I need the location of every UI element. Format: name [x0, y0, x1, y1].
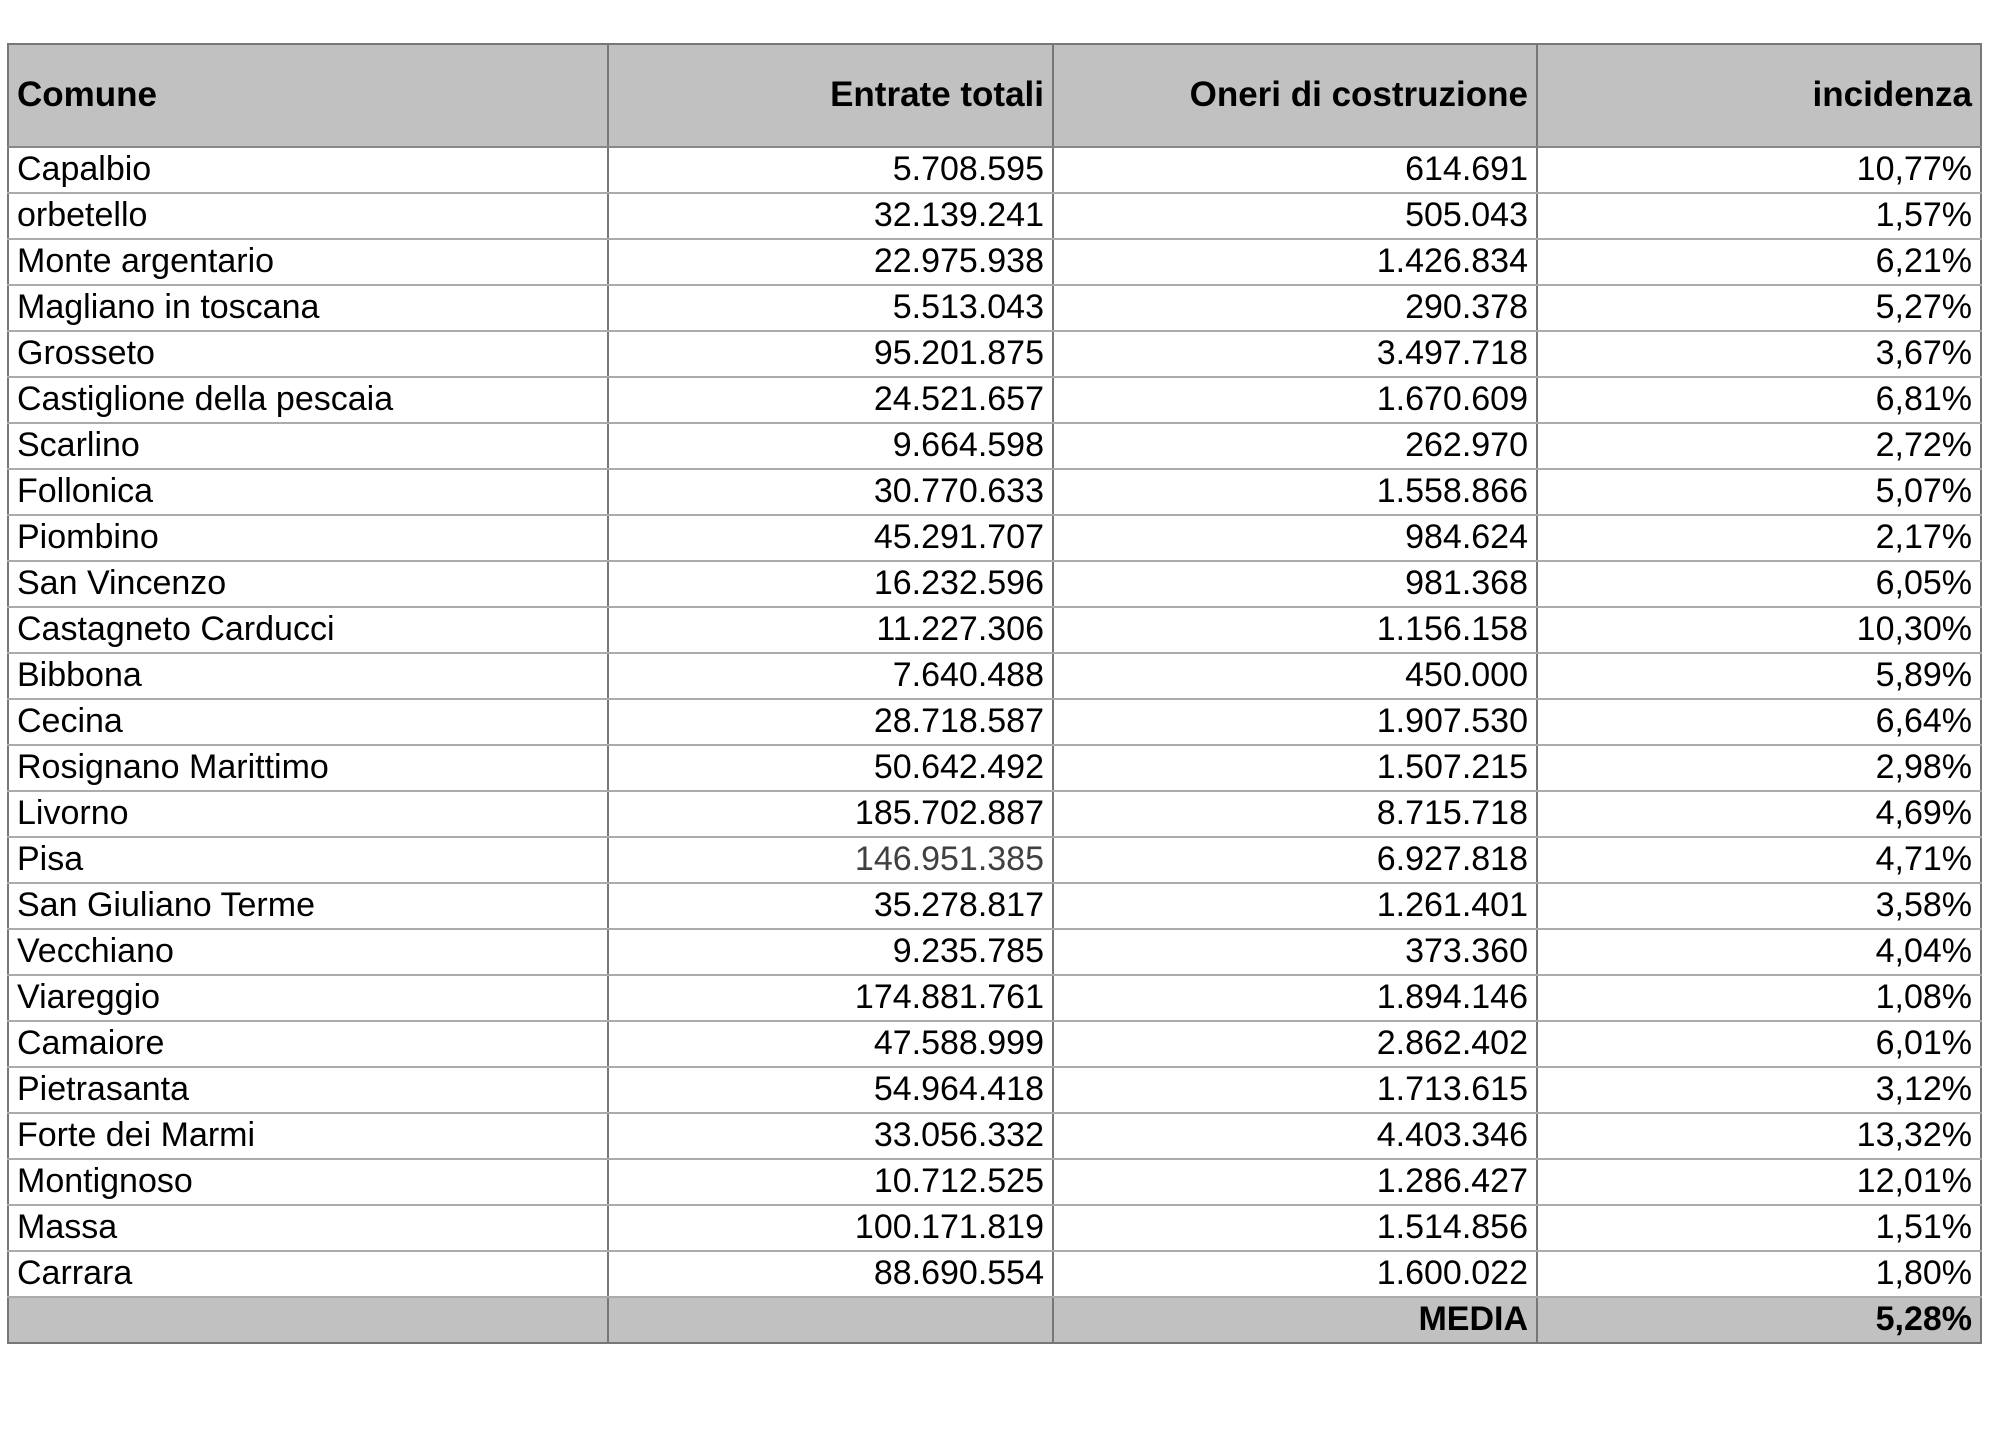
- cell-entrate[interactable]: 45.291.707: [608, 515, 1053, 561]
- cell-incidenza[interactable]: 4,04%: [1537, 929, 1981, 975]
- table-row: [8, 1205, 1981, 1251]
- table-row: [8, 745, 1981, 791]
- cell-comune[interactable]: Scarlino: [8, 423, 608, 469]
- cell-comune[interactable]: Piombino: [8, 515, 608, 561]
- media-value[interactable]: 5,28%: [1537, 1297, 1981, 1343]
- cell-entrate[interactable]: 16.232.596: [608, 561, 1053, 607]
- cell-incidenza[interactable]: 1,08%: [1537, 975, 1981, 1021]
- cell-oneri[interactable]: 2.862.402: [1053, 1021, 1537, 1067]
- cell-comune[interactable]: San Giuliano Terme: [8, 883, 608, 929]
- cell-incidenza[interactable]: 5,27%: [1537, 285, 1981, 331]
- table-row: [8, 929, 1981, 975]
- cell-comune[interactable]: Pietrasanta: [8, 1067, 608, 1113]
- table-row: [8, 239, 1981, 285]
- cell-entrate[interactable]: 146.951.385: [608, 837, 1053, 883]
- cell-comune[interactable]: Monte argentario: [8, 239, 608, 285]
- cell-entrate[interactable]: 50.642.492: [608, 745, 1053, 791]
- comuni-incidenza-table: [7, 43, 1982, 1344]
- cell-comune[interactable]: Magliano in toscana: [8, 285, 608, 331]
- cell-incidenza[interactable]: 3,67%: [1537, 331, 1981, 377]
- table-row: [8, 331, 1981, 377]
- table-row: [8, 377, 1981, 423]
- cell-oneri[interactable]: 1.713.615: [1053, 1067, 1537, 1113]
- cell-oneri[interactable]: 373.360: [1053, 929, 1537, 975]
- cell-comune[interactable]: Livorno: [8, 791, 608, 837]
- cell-entrate[interactable]: 54.964.418: [608, 1067, 1053, 1113]
- table-row: [8, 285, 1981, 331]
- cell-oneri[interactable]: 290.378: [1053, 285, 1537, 331]
- cell-entrate[interactable]: 174.881.761: [608, 975, 1053, 1021]
- table-row: [8, 791, 1981, 837]
- table-row: [8, 653, 1981, 699]
- cell-comune[interactable]: Massa: [8, 1205, 608, 1251]
- cell-oneri[interactable]: 1.600.022: [1053, 1251, 1537, 1297]
- cell-comune[interactable]: San Vincenzo: [8, 561, 608, 607]
- cell-entrate[interactable]: 22.975.938: [608, 239, 1053, 285]
- cell-incidenza[interactable]: 6,05%: [1537, 561, 1981, 607]
- cell-oneri[interactable]: 4.403.346: [1053, 1113, 1537, 1159]
- cell-comune[interactable]: Castiglione della pescaia: [8, 377, 608, 423]
- cell-oneri[interactable]: 450.000: [1053, 653, 1537, 699]
- header-row: [8, 44, 1981, 147]
- cell-comune[interactable]: Grosseto: [8, 331, 608, 377]
- cell-comune[interactable]: Carrara: [8, 1251, 608, 1297]
- cell-comune[interactable]: Capalbio: [8, 147, 608, 193]
- cell-comune[interactable]: Castagneto Carducci: [8, 607, 608, 653]
- cell-oneri[interactable]: 1.558.866: [1053, 469, 1537, 515]
- cell-entrate[interactable]: 24.521.657: [608, 377, 1053, 423]
- media-label[interactable]: MEDIA: [1053, 1297, 1537, 1343]
- cell-incidenza[interactable]: 4,71%: [1537, 837, 1981, 883]
- cell-comune[interactable]: Pisa: [8, 837, 608, 883]
- cell-oneri[interactable]: 1.286.427: [1053, 1159, 1537, 1205]
- cell-incidenza[interactable]: 5,07%: [1537, 469, 1981, 515]
- table-row: [8, 883, 1981, 929]
- table-row: [8, 147, 1981, 193]
- header-comune[interactable]: Comune: [8, 44, 608, 147]
- cell-entrate[interactable]: 32.139.241: [608, 193, 1053, 239]
- header-oneri-di-costruzione[interactable]: Oneri di costruzione: [1053, 44, 1537, 147]
- cell-entrate[interactable]: 95.201.875: [608, 331, 1053, 377]
- cell-entrate[interactable]: 35.278.817: [608, 883, 1053, 929]
- cell-entrate[interactable]: 88.690.554: [608, 1251, 1053, 1297]
- table-row: [8, 469, 1981, 515]
- cell-incidenza[interactable]: 2,98%: [1537, 745, 1981, 791]
- cell-oneri[interactable]: 981.368: [1053, 561, 1537, 607]
- cell-oneri[interactable]: 1.507.215: [1053, 745, 1537, 791]
- cell-comune[interactable]: Rosignano Marittimo: [8, 745, 608, 791]
- cell-oneri[interactable]: 1.156.158: [1053, 607, 1537, 653]
- table-row: [8, 193, 1981, 239]
- cell-incidenza[interactable]: 1,57%: [1537, 193, 1981, 239]
- cell-oneri[interactable]: 614.691: [1053, 147, 1537, 193]
- table-row: [8, 1251, 1981, 1297]
- table-row: [8, 1067, 1981, 1113]
- header-entrate-totali[interactable]: Entrate totali: [608, 44, 1053, 147]
- media-cell-comune-empty[interactable]: [8, 1297, 608, 1343]
- cell-oneri[interactable]: 505.043: [1053, 193, 1537, 239]
- cell-incidenza[interactable]: 1,80%: [1537, 1251, 1981, 1297]
- cell-incidenza[interactable]: 10,30%: [1537, 607, 1981, 653]
- cell-entrate[interactable]: 47.588.999: [608, 1021, 1053, 1067]
- cell-oneri[interactable]: 3.497.718: [1053, 331, 1537, 377]
- cell-comune[interactable]: Forte dei Marmi: [8, 1113, 608, 1159]
- table-row: [8, 607, 1981, 653]
- table-row: [8, 515, 1981, 561]
- table-row: [8, 423, 1981, 469]
- header-incidenza[interactable]: incidenza: [1537, 44, 1981, 147]
- cell-entrate[interactable]: 5.513.043: [608, 285, 1053, 331]
- cell-oneri[interactable]: 1.670.609: [1053, 377, 1537, 423]
- cell-comune[interactable]: Montignoso: [8, 1159, 608, 1205]
- cell-comune[interactable]: Cecina: [8, 699, 608, 745]
- table-row: [8, 561, 1981, 607]
- cell-oneri[interactable]: 1.907.530: [1053, 699, 1537, 745]
- cell-comune[interactable]: Viareggio: [8, 975, 608, 1021]
- cell-comune[interactable]: Follonica: [8, 469, 608, 515]
- cell-comune[interactable]: orbetello: [8, 193, 608, 239]
- cell-entrate[interactable]: 100.171.819: [608, 1205, 1053, 1251]
- cell-entrate[interactable]: 185.702.887: [608, 791, 1053, 837]
- cell-oneri[interactable]: 1.261.401: [1053, 883, 1537, 929]
- cell-incidenza[interactable]: 13,32%: [1537, 1113, 1981, 1159]
- table-row: [8, 1021, 1981, 1067]
- media-cell-entrate-empty[interactable]: [608, 1297, 1053, 1343]
- cell-incidenza[interactable]: 4,69%: [1537, 791, 1981, 837]
- cell-oneri[interactable]: 1.894.146: [1053, 975, 1537, 1021]
- cell-incidenza[interactable]: 6,01%: [1537, 1021, 1981, 1067]
- cell-oneri[interactable]: 262.970: [1053, 423, 1537, 469]
- cell-incidenza[interactable]: 6,81%: [1537, 377, 1981, 423]
- table-row: [8, 975, 1981, 1021]
- cell-oneri[interactable]: 1.514.856: [1053, 1205, 1537, 1251]
- cell-comune[interactable]: Camaiore: [8, 1021, 608, 1067]
- cell-oneri[interactable]: 6.927.818: [1053, 837, 1537, 883]
- cell-entrate[interactable]: 9.235.785: [608, 929, 1053, 975]
- cell-entrate[interactable]: 30.770.633: [608, 469, 1053, 515]
- cell-entrate[interactable]: 7.640.488: [608, 653, 1053, 699]
- cell-entrate[interactable]: 11.227.306: [608, 607, 1053, 653]
- cell-entrate[interactable]: 5.708.595: [608, 147, 1053, 193]
- cell-entrate[interactable]: 28.718.587: [608, 699, 1053, 745]
- cell-comune[interactable]: Bibbona: [8, 653, 608, 699]
- cell-comune[interactable]: Vecchiano: [8, 929, 608, 975]
- cell-incidenza[interactable]: 2,17%: [1537, 515, 1981, 561]
- cell-oneri[interactable]: 1.426.834: [1053, 239, 1537, 285]
- cell-entrate[interactable]: 33.056.332: [608, 1113, 1053, 1159]
- table-row: [8, 837, 1981, 883]
- cell-incidenza[interactable]: 3,12%: [1537, 1067, 1981, 1113]
- cell-entrate[interactable]: 10.712.525: [608, 1159, 1053, 1205]
- cell-incidenza[interactable]: 5,89%: [1537, 653, 1981, 699]
- cell-incidenza[interactable]: 2,72%: [1537, 423, 1981, 469]
- cell-incidenza[interactable]: 6,21%: [1537, 239, 1981, 285]
- cell-oneri[interactable]: 8.715.718: [1053, 791, 1537, 837]
- cell-oneri[interactable]: 984.624: [1053, 515, 1537, 561]
- table-row: [8, 1113, 1981, 1159]
- cell-incidenza[interactable]: 10,77%: [1537, 147, 1981, 193]
- cell-incidenza[interactable]: 6,64%: [1537, 699, 1981, 745]
- table-row: [8, 699, 1981, 745]
- table-body: [8, 147, 1981, 1297]
- cell-incidenza[interactable]: 1,51%: [1537, 1205, 1981, 1251]
- cell-incidenza[interactable]: 3,58%: [1537, 883, 1981, 929]
- cell-incidenza[interactable]: 12,01%: [1537, 1159, 1981, 1205]
- media-row: [8, 1297, 1981, 1343]
- cell-entrate[interactable]: 9.664.598: [608, 423, 1053, 469]
- table-row: [8, 1159, 1981, 1205]
